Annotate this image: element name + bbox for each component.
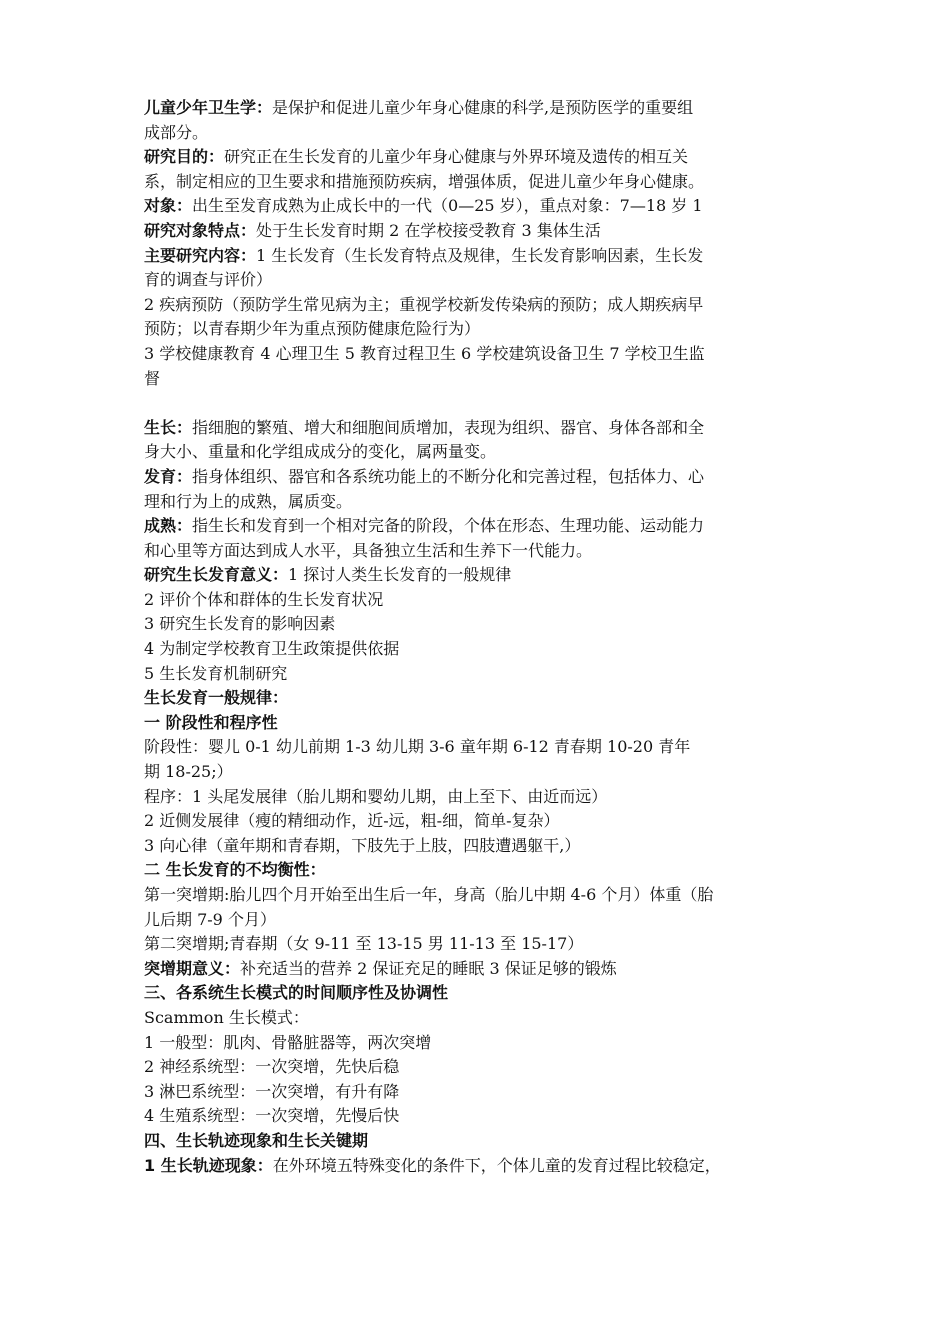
paragraph-line bbox=[144, 145, 816, 170]
definition-text: 指身体组织、器官和各系统功能上的不断分化和完善过程，包括体力、心 bbox=[192, 466, 705, 486]
paragraph-line: 2 疾病预防（预防学生常见病为主；重视学校新发传染病的预防；成人期疾病早 bbox=[144, 294, 704, 314]
term-label: 对象： bbox=[144, 196, 193, 216]
definition-text: 1 生长发育（生长发育特点及规律，生长发育影响因素，生长发 bbox=[256, 245, 704, 265]
paragraph-line: 儿后期 7-9 个月） bbox=[144, 909, 276, 929]
term-label: 儿童少年卫生学： bbox=[144, 98, 273, 117]
paragraph-line: 育的调查与评价） bbox=[144, 270, 273, 290]
paragraph-line bbox=[144, 219, 816, 244]
definition-text: 在外环境五特殊变化的条件下，个体儿童的发育过程比较稳定， bbox=[272, 1155, 721, 1175]
list-item: 5 生长发育机制研究 bbox=[144, 663, 288, 683]
definition-text: 出生至发育成熟为止成长中的一代（0—25 岁），重点对象：7—18 岁 1 bbox=[192, 196, 703, 216]
list-item: 3 向心律（童年期和青春期，下肢先于上肢，四肢遭遇躯干,） bbox=[144, 835, 581, 855]
blank-line bbox=[144, 391, 816, 416]
paragraph-line bbox=[144, 244, 816, 269]
definition-text: 1 探讨人类生长发育的一般规律 bbox=[288, 565, 512, 585]
subsection-heading: 二 生长发育的不均衡性： bbox=[144, 860, 326, 880]
paragraph-line bbox=[144, 416, 816, 441]
list-item: 2 近侧发展律（瘦的精细动作，近-远，粗-细，简单-复杂） bbox=[144, 811, 560, 831]
definition-text: 处于生长发育时期 2 在学校接受教育 3 集体生活 bbox=[256, 220, 601, 240]
paragraph-line bbox=[144, 957, 816, 982]
term-label: 生长： bbox=[144, 417, 193, 437]
paragraph-line: 理和行为上的成熟，属质变。 bbox=[144, 491, 353, 511]
paragraph-line: 身大小、重量和化学组成成分的变化，属两量变。 bbox=[144, 442, 497, 462]
subsection-heading: 一 阶段性和程序性 bbox=[144, 712, 278, 732]
list-item: 2 神经系统型：一次突增，先快后稳 bbox=[144, 1057, 400, 1077]
paragraph-line: Scammon 生长模式： bbox=[144, 1007, 309, 1027]
paragraph-line bbox=[144, 563, 816, 588]
list-item: 3 淋巴系统型：一次突增，有升有降 bbox=[144, 1081, 400, 1101]
paragraph-line: 和心里等方面达到成人水平，具备独立生活和生养下一代能力。 bbox=[144, 540, 593, 560]
paragraph-line: 预防；以青春期少年为重点预防健康危险行为） bbox=[144, 319, 481, 339]
list-item: 2 评价个体和群体的生长发育状况 bbox=[144, 589, 384, 609]
paragraph-line bbox=[144, 96, 816, 121]
section-heading: 生长发育一般规律： bbox=[144, 688, 289, 708]
list-item: 4 生殖系统型：一次突增，先慢后快 bbox=[144, 1106, 400, 1126]
term-label: 研究对象特点： bbox=[144, 220, 257, 240]
definition-text: 指细胞的繁殖、增大和细胞间质增加，表现为组织、器官、身体各部和全 bbox=[192, 417, 705, 437]
paragraph-line: 成部分。 bbox=[144, 122, 209, 142]
paragraph-line bbox=[144, 465, 816, 490]
paragraph-line: 督 bbox=[144, 368, 161, 388]
term-label: 1 生长轨迹现象： bbox=[144, 1155, 273, 1175]
paragraph-line: 阶段性：婴儿 0-1 幼儿前期 1-3 幼儿期 3-6 童年期 6-12 青春期 10-20 青年 bbox=[144, 737, 691, 757]
definition-text: 研究正在生长发育的儿童少年身心健康与外界环境及遗传的相互关 bbox=[224, 147, 689, 167]
list-item: 3 研究生长发育的影响因素 bbox=[144, 614, 336, 634]
paragraph-line: 3 学校健康教育 4 心理卫生 5 教育过程卫生 6 学校建筑设备卫生 7 学校卫生监 bbox=[144, 343, 705, 363]
subsection-heading: 三、各系统生长模式的时间顺序性及协调性 bbox=[144, 983, 449, 1003]
definition-text: 指生长和发育到一个相对完备的阶段，个体在形态、生理功能、运动能力 bbox=[192, 516, 705, 536]
paragraph-line bbox=[144, 194, 816, 219]
paragraph-line: 程序：1 头尾发展律（胎儿期和婴幼儿期，由上至下、由近而远） bbox=[144, 786, 608, 806]
subsection-heading: 四、生长轨迹现象和生长关键期 bbox=[144, 1130, 369, 1150]
paragraph-line bbox=[144, 1154, 816, 1179]
paragraph-line bbox=[144, 514, 816, 539]
paragraph-line: 第二突增期;青春期（女 9-11 至 13-15 男 11-13 至 15-17） bbox=[144, 934, 584, 954]
term-label: 发育： bbox=[144, 466, 193, 486]
term-label: 研究目的： bbox=[144, 147, 225, 167]
term-label: 突增期意义： bbox=[144, 958, 241, 978]
definition-text: 是保护和促进儿童少年身心健康的科学,是预防医学的重要组 bbox=[272, 98, 694, 117]
definition-text: 补充适当的营养 2 保证充足的睡眠 3 保证足够的锻炼 bbox=[240, 958, 617, 978]
term-label: 研究生长发育意义： bbox=[144, 565, 289, 585]
term-label: 成熟： bbox=[144, 516, 193, 536]
list-item: 1 一般型：肌肉、骨骼脏器等，两次突增 bbox=[144, 1032, 432, 1052]
paragraph-line: 第一突增期:胎儿四个月开始至出生后一年，身高（胎儿中期 4-6 个月）体重（胎 bbox=[144, 885, 714, 904]
list-item: 4 为制定学校教育卫生政策提供依据 bbox=[144, 639, 400, 659]
paragraph-line: 系，制定相应的卫生要求和措施预防疾病，增强体质，促进儿童少年身心健康。 bbox=[144, 171, 705, 191]
document-page bbox=[144, 96, 816, 1178]
paragraph-line: 期 18-25;） bbox=[144, 762, 233, 782]
term-label: 主要研究内容： bbox=[144, 245, 257, 265]
